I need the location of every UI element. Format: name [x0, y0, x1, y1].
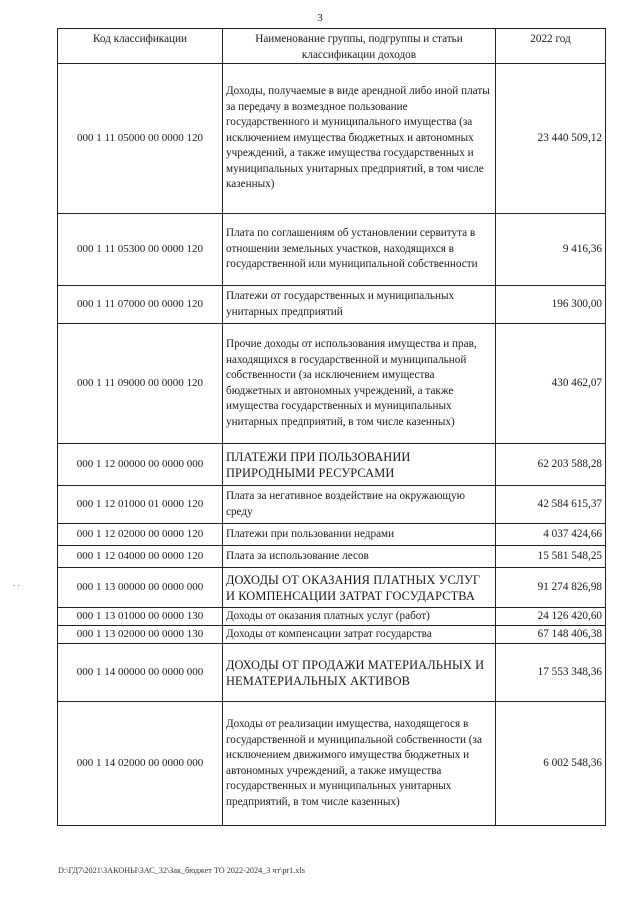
name-cell: Доходы, получаемые в виде арендной либо иной платы за передачу в возмездное пользование государственного и муниципального имущества (за исключением имущества бюджетных и автономных учреждений, а также имущества государственных и муниципальных унитарных предприятий, в том числе казенных) [223, 64, 496, 214]
value-cell: 67 148 406,38 [496, 626, 606, 644]
table-row [58, 214, 606, 286]
table-row [58, 64, 606, 214]
code-cell: 000 1 13 01000 00 0000 130 [58, 608, 223, 626]
value-cell: 4 037 424,66 [496, 524, 606, 546]
name-cell: Плата за использование лесов [223, 546, 496, 568]
value-cell: 196 300,00 [496, 286, 606, 324]
page-number: 3 [317, 12, 323, 24]
value-cell: 24 126 420,60 [496, 608, 606, 626]
value-cell: 62 203 588,28 [496, 444, 606, 486]
code-cell: 000 1 13 02000 00 0000 130 [58, 626, 223, 644]
code-cell: 000 1 11 05000 00 0000 120 [58, 64, 223, 214]
value-cell: 6 002 548,36 [496, 702, 606, 826]
name-cell: ДОХОДЫ ОТ ОКАЗАНИЯ ПЛАТНЫХ УСЛУГ И КОМПЕНСАЦИИ ЗАТРАТ ГОСУДАРСТВА [223, 568, 496, 608]
revenue-table [57, 28, 606, 826]
value-cell: 17 553 348,36 [496, 644, 606, 702]
code-cell: 000 1 12 04000 00 0000 120 [58, 546, 223, 568]
table-row [58, 608, 606, 626]
table-row [58, 444, 606, 486]
code-cell: 000 1 14 00000 00 0000 000 [58, 644, 223, 702]
name-cell: Прочие доходы от использования имущества и прав, находящихся в государственной и муниципальной собственности (за исключением имущества бюджетных и автономных учреждений, а также имущества государственных и муниципальных унитарных предприятий, в том числе казенных) [223, 324, 496, 444]
name-cell: Платежи при пользовании недрами [223, 524, 496, 546]
table-row [58, 524, 606, 546]
table-row [58, 286, 606, 324]
value-cell: 91 274 826,98 [496, 568, 606, 608]
name-cell: Доходы от оказания платных услуг (работ) [223, 608, 496, 626]
value-cell: 430 462,07 [496, 324, 606, 444]
value-cell: 23 440 509,12 [496, 64, 606, 214]
name-cell: Плата по соглашениям об установлении сервитута в отношении земельных участков, находящихся в государственной или муниципальной собственности [223, 214, 496, 286]
code-cell: 000 1 14 02000 00 0000 000 [58, 702, 223, 826]
code-cell: 000 1 11 07000 00 0000 120 [58, 286, 223, 324]
code-cell: 000 1 12 02000 00 0000 120 [58, 524, 223, 546]
value-cell: 9 416,36 [496, 214, 606, 286]
header-code: Код классификации [58, 29, 223, 64]
name-cell: Платежи от государственных и муниципальных унитарных предприятий [223, 286, 496, 324]
name-cell: Доходы от реализации имущества, находящегося в государственной и муниципальной собственности (за исключением движимого имущества бюджетных и автономных учреждений, а также имущества государственных и муниципальных унитарных предприятий, в том числе казенных) [223, 702, 496, 826]
name-cell: Плата за негативное воздействие на окружающую среду [223, 486, 496, 524]
table-row [58, 644, 606, 702]
value-cell: 15 581 548,25 [496, 546, 606, 568]
name-cell: ПЛАТЕЖИ ПРИ ПОЛЬЗОВАНИИ ПРИРОДНЫМИ РЕСУРСАМИ [223, 444, 496, 486]
code-cell: 000 1 11 05300 00 0000 120 [58, 214, 223, 286]
code-cell: 000 1 13 00000 00 0000 000 [58, 568, 223, 608]
table-row [58, 546, 606, 568]
code-cell: 000 1 12 01000 01 0000 120 [58, 486, 223, 524]
header-value: 2022 год [496, 29, 606, 64]
code-cell: 000 1 12 00000 00 0000 000 [58, 444, 223, 486]
margin-mark: . . [13, 578, 20, 588]
table-header-row [58, 29, 606, 64]
table-row [58, 568, 606, 608]
file-path-footer: D:\ГД7\2021\ЗАКОНЫ\ЗАС_32\Зак_бюджет ТО 2022-2024_3 чт\pr1.xls [58, 866, 305, 875]
header-name: Наименование группы, подгруппы и статьи классификации доходов [223, 29, 496, 64]
code-cell: 000 1 11 09000 00 0000 120 [58, 324, 223, 444]
table-row [58, 486, 606, 524]
table-row [58, 702, 606, 826]
name-cell: Доходы от компенсации затрат государства [223, 626, 496, 644]
table-row [58, 324, 606, 444]
table-row [58, 626, 606, 644]
name-cell: ДОХОДЫ ОТ ПРОДАЖИ МАТЕРИАЛЬНЫХ И НЕМАТЕРИАЛЬНЫХ АКТИВОВ [223, 644, 496, 702]
value-cell: 42 584 615,37 [496, 486, 606, 524]
